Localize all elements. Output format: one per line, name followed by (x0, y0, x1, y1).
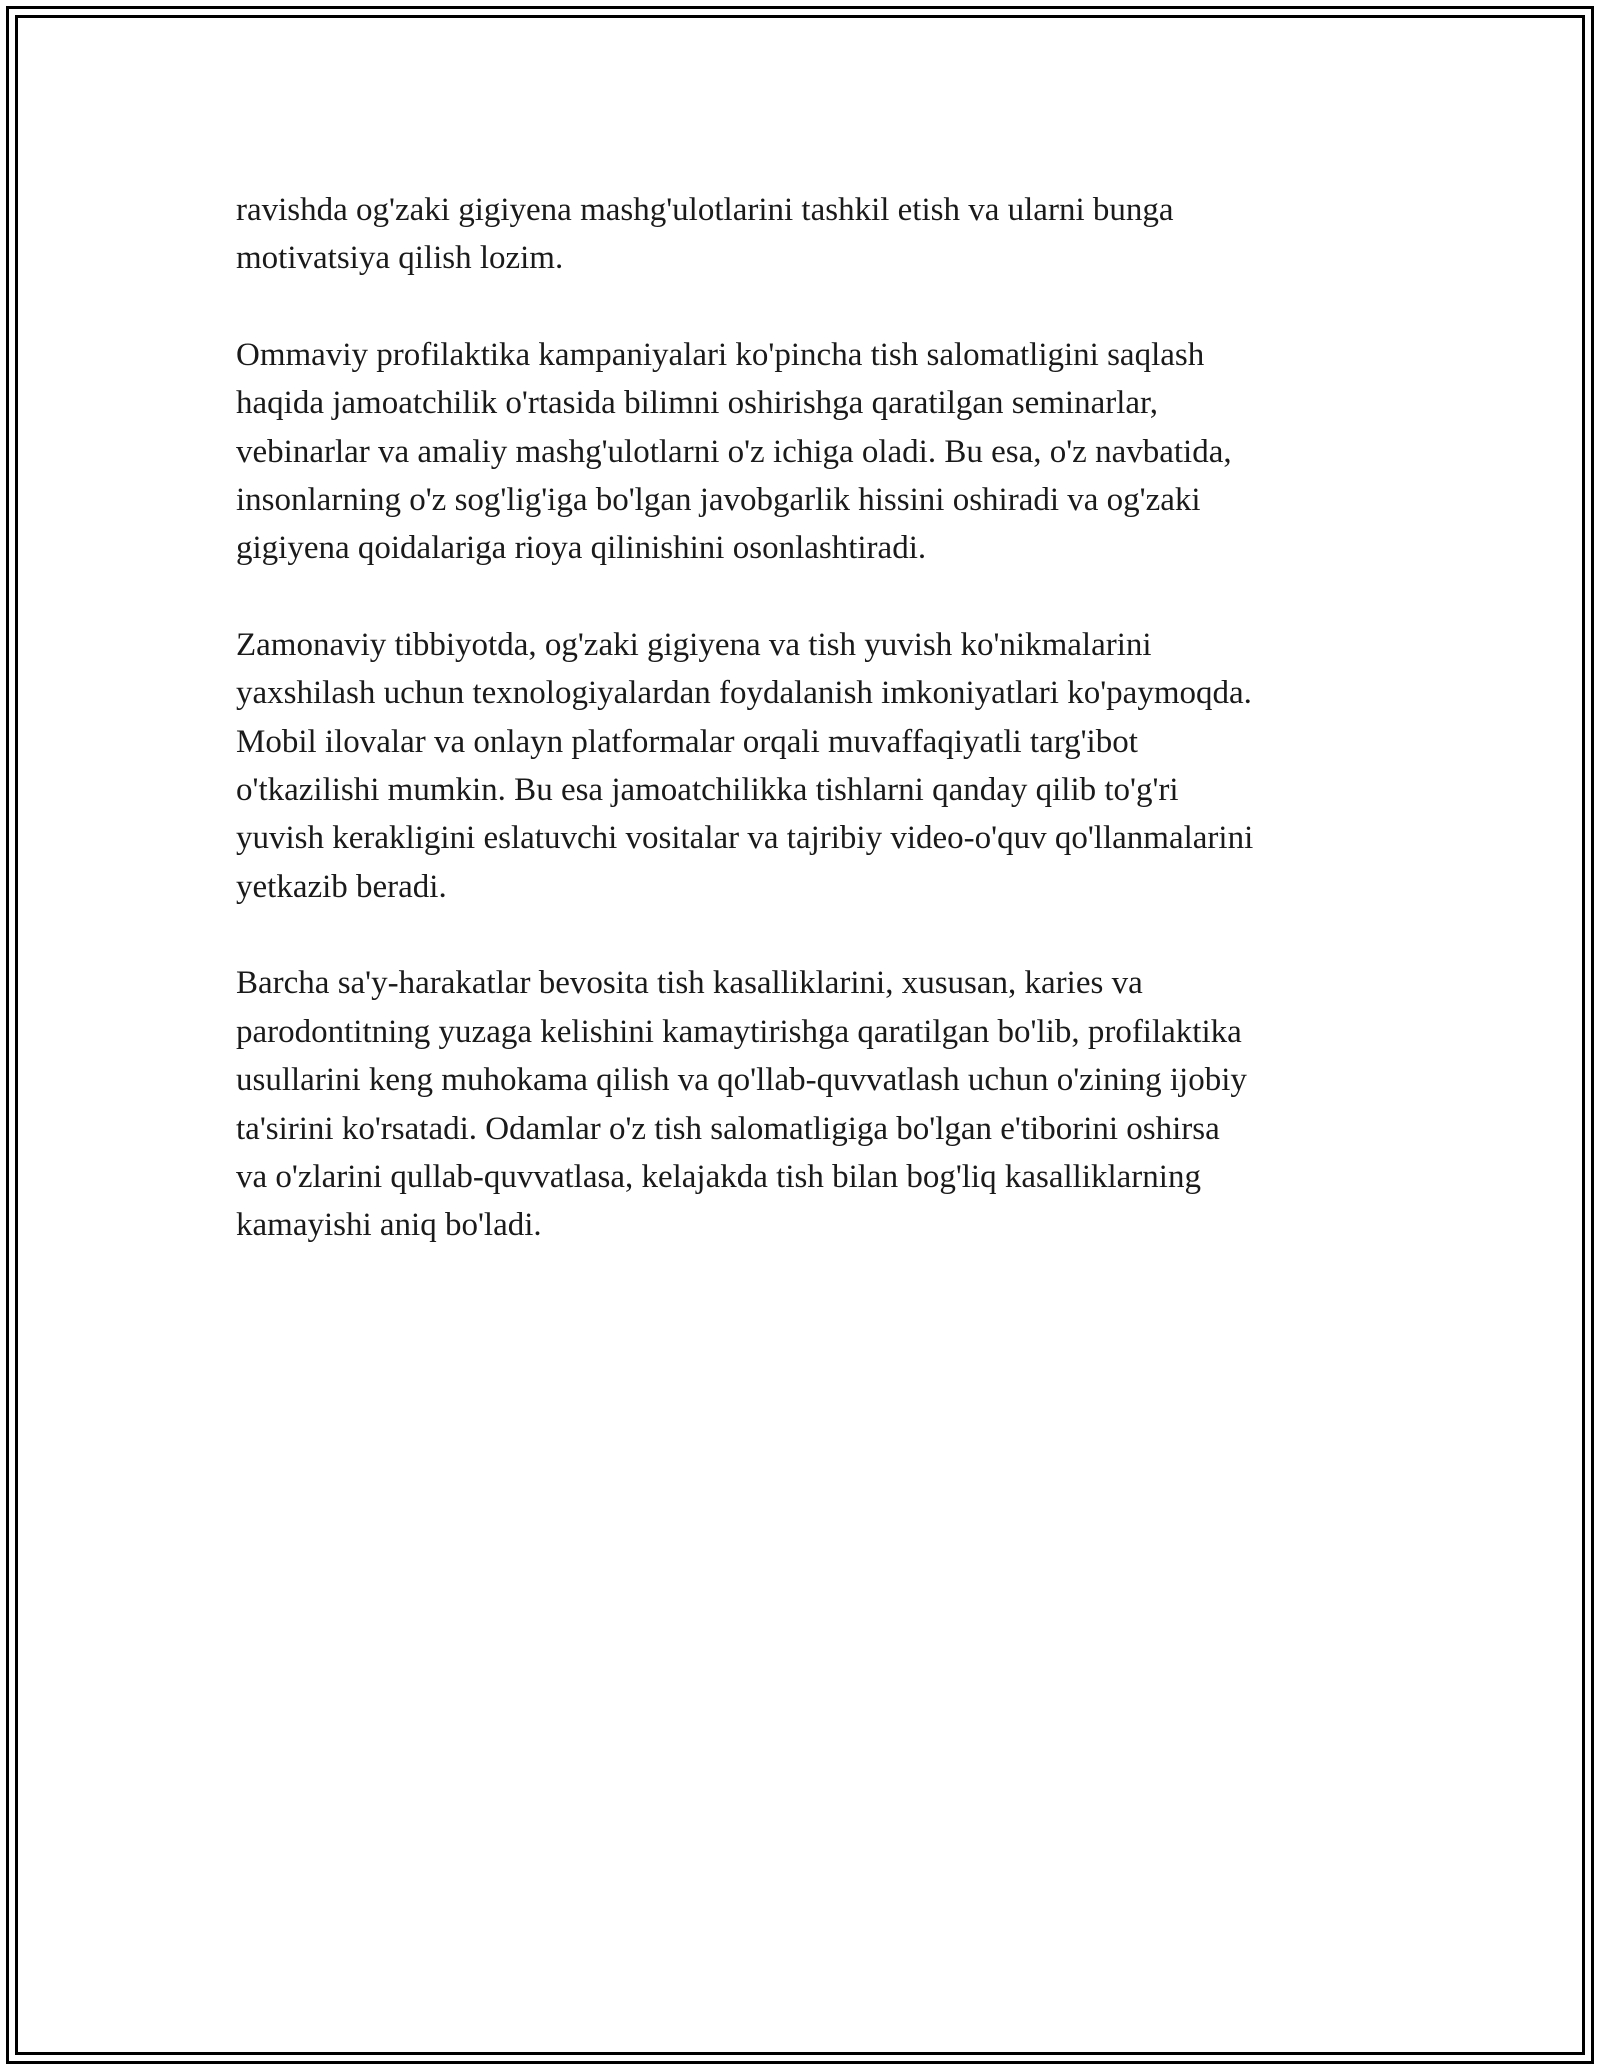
paragraph-2: Ommaviy profilaktika kampaniyalari ko'pincha tish salomatligini saqlash haqida jamoatchilik o'rtasida bilimni oshirishga qaratilgan seminarlar, vebinarlar va amaliy mashg'ulotlarni o'z ichiga oladi. Bu esa, o'z navbatida, insonlarning o'z sog'lig'iga bo'lgan javobgarlik hissini oshiradi va og'zaki gigiyena qoidalariga rioya qilinishini osonlashtiradi. (236, 336, 1232, 567)
paragraph-3: Zamonaviy tibbiyotda, og'zaki gigiyena va tish yuvish ko'nikmalarini yaxshilash uchun texnologiyalardan foydalanish imkoniyatlari ko'paymoqda. Mobil ilovalar va onlayn platformalar orqali muvaffaqiyatli targ'ibot o'tkazilishi mumkin. Bu esa jamoatchilikka tishlarni qanday qilib to'g'ri yuvish kerakligini eslatuvchi vositalar va tajribiy video-o'quv qo'llanmalarini yetkazib beradi. (236, 626, 1254, 905)
document-body (236, 186, 1396, 1298)
paragraph-4: Barcha sa'y-harakatlar bevosita tish kasalliklarini, xususan, karies va parodontitning yuzaga kelishini kamaytirishga qaratilgan bo'lib, profilaktika usullarini keng muhokama qilish va qo'llab-quvvatlash uchun o'zining ijobiy ta'sirini ko'rsatadi. Odamlar o'z tish salomatligiga bo'lgan e'tiborini oshirsa va o'zlarini qullab-quvvatlasa, kelajakda tish bilan bog'liq kasalliklarning kamayishi aniq bo'ladi. (236, 965, 1247, 1244)
paragraph-1: ravishda og'zaki gigiyena mashg'ulotlarini tashkil etish va ularni bunga motivatsiya qilish lozim. (236, 192, 1174, 277)
